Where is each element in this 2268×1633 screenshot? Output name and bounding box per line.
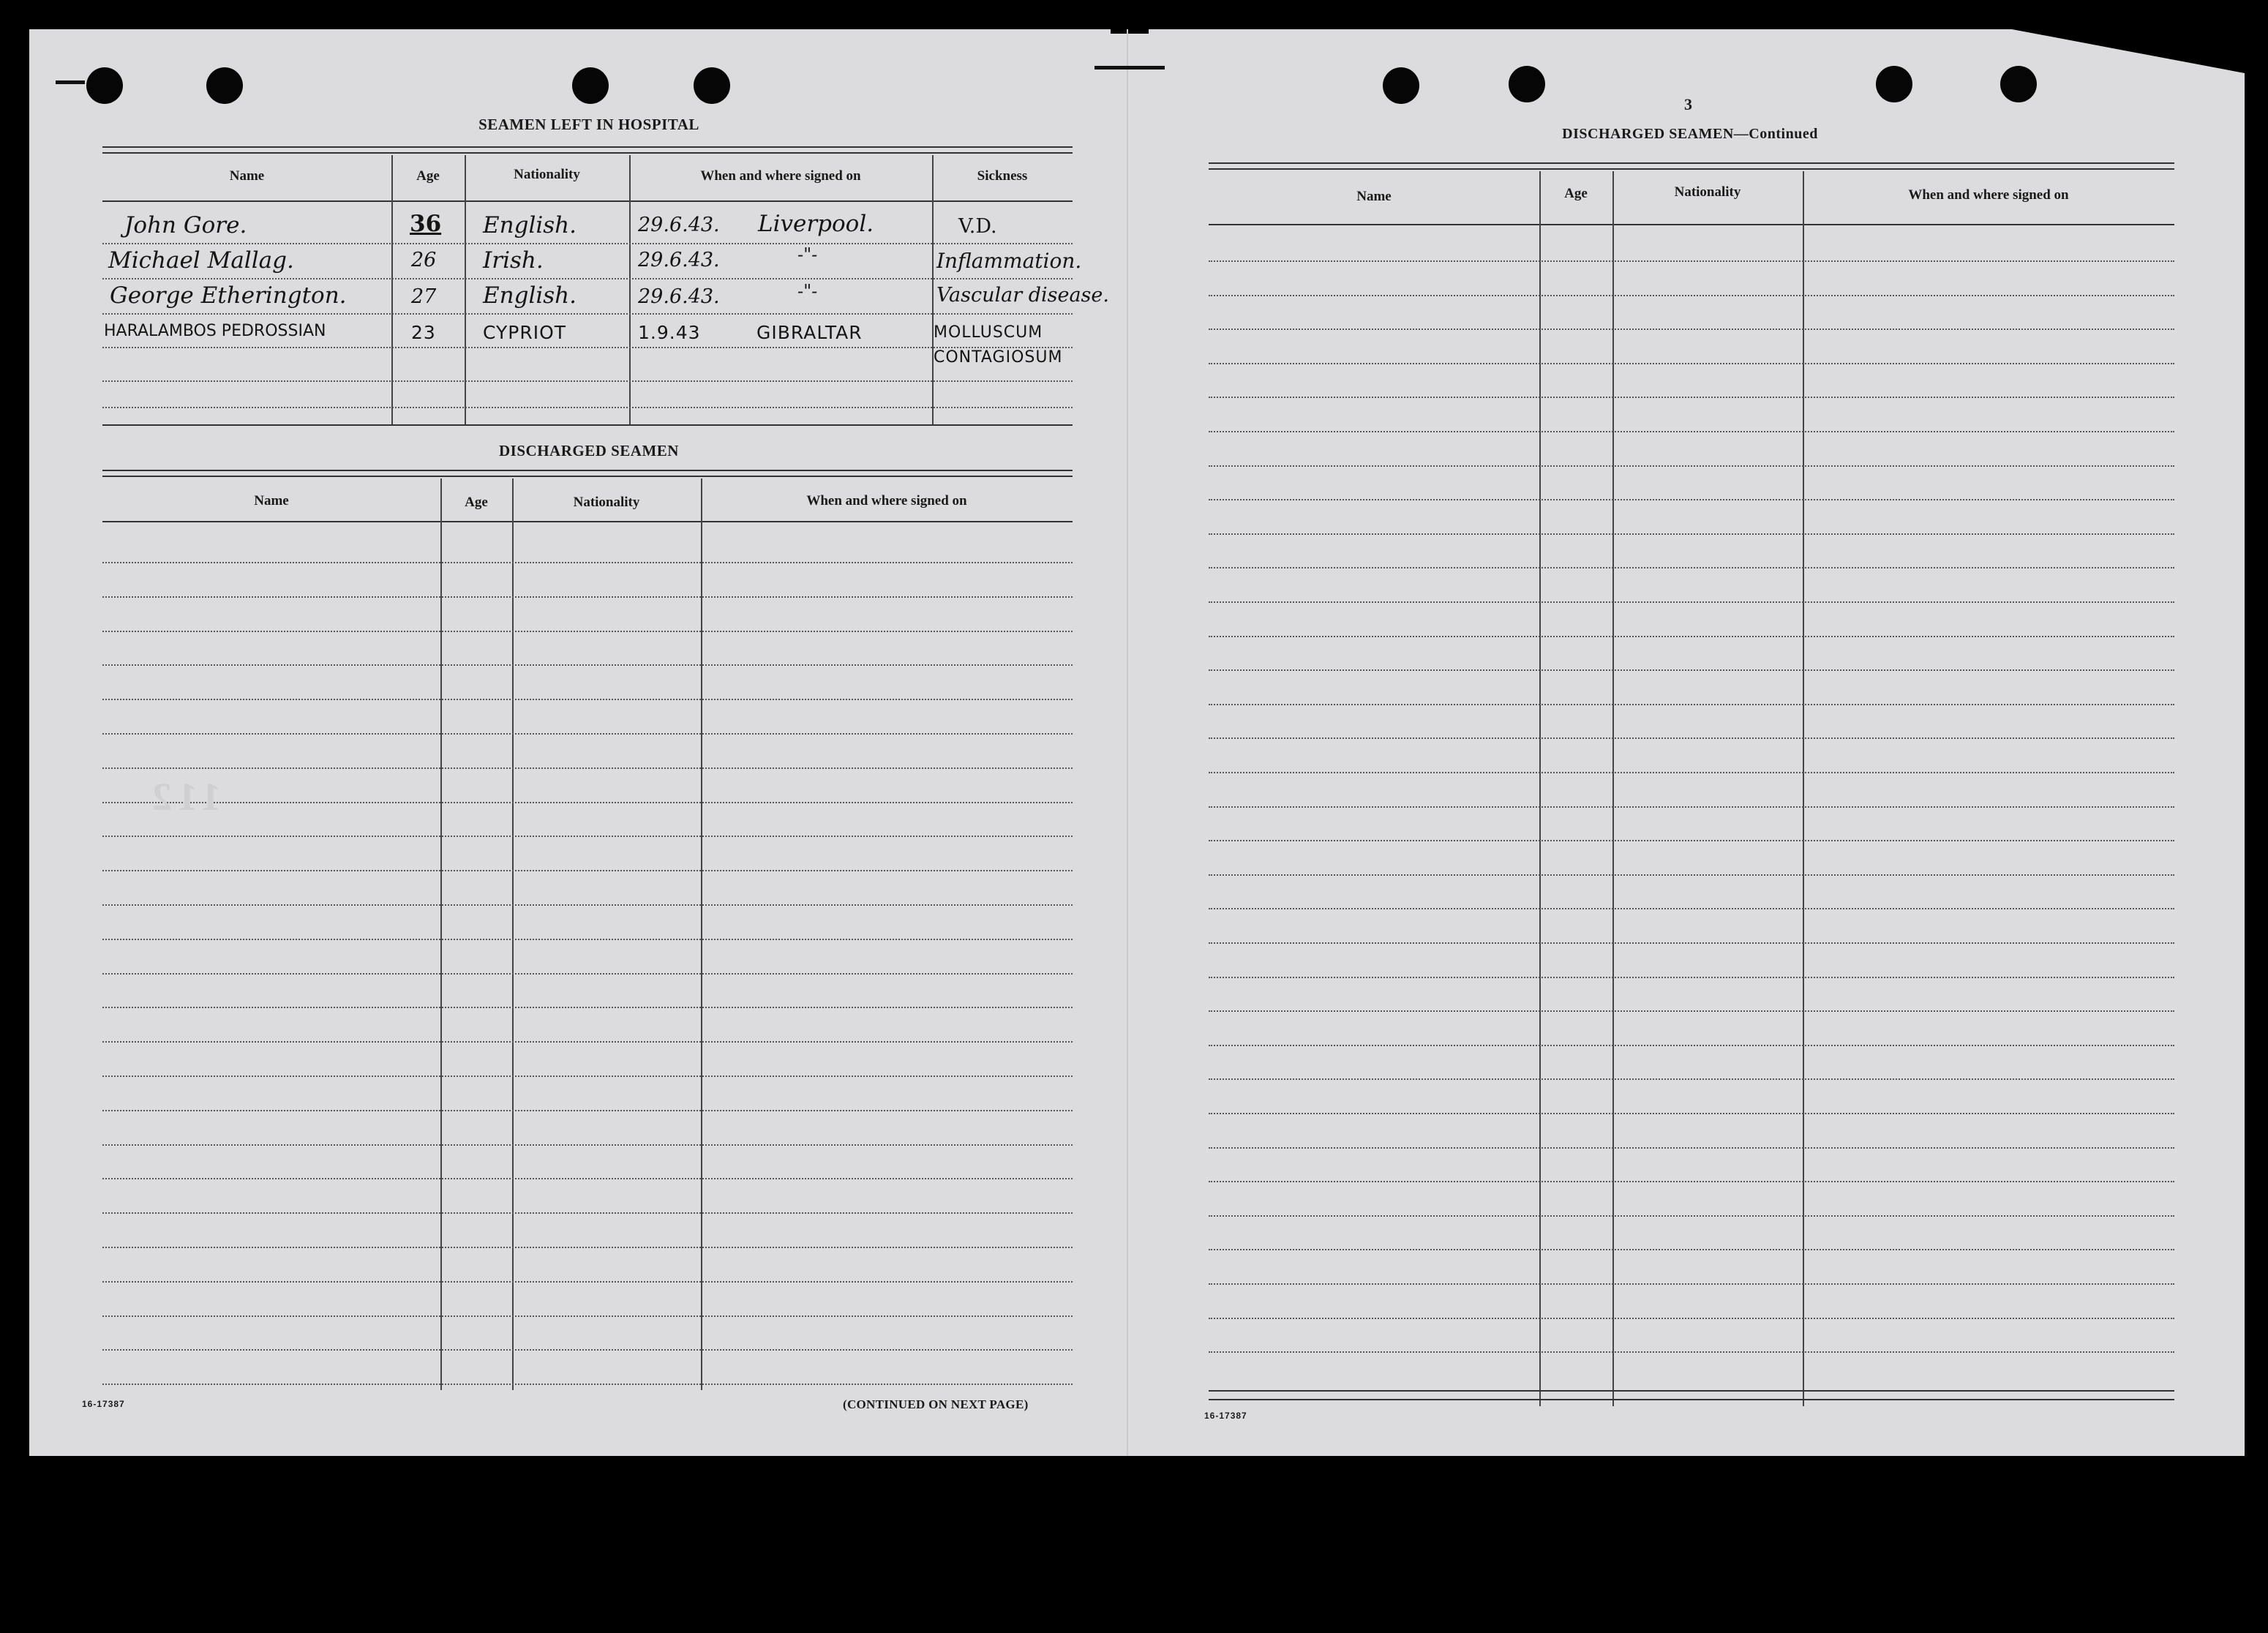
ruled-line (102, 1315, 1073, 1317)
page-number: 3 (1684, 95, 1692, 113)
hospital-col-sickness: Sickness (977, 168, 1028, 184)
ruled-line (102, 1247, 1073, 1248)
right-col-age: Age (1564, 186, 1588, 201)
ruled-line (102, 562, 1073, 563)
right-col-signed-on: When and where signed on (1908, 187, 2069, 203)
ruled-line (1209, 363, 2174, 364)
ruled-line (1209, 601, 2174, 603)
continued-note: (CONTINUED ON NEXT PAGE) (843, 1397, 1029, 1411)
ruled-line (1209, 533, 2174, 535)
ruled-line (1209, 329, 2174, 330)
ruled-line (1209, 1045, 2174, 1046)
hospital-age-cell: 27 (411, 285, 437, 308)
ruled-line (1209, 499, 2174, 500)
page-fold (1127, 29, 1128, 1456)
ruled-line (102, 1178, 1073, 1179)
discharged-col-nationality: Nationality (573, 495, 640, 510)
ruled-line (1209, 772, 2174, 773)
discharged-col-name: Name (254, 493, 289, 508)
hospital-sickness-cell: Vascular disease. (936, 284, 1109, 307)
hospital-name-cell: Michael Mallag. (108, 247, 294, 274)
right-col-nationality: Nationality (1674, 184, 1741, 200)
ruled-line (102, 1384, 1073, 1385)
hospital-col-age: Age (416, 168, 440, 184)
discharged-col-age: Age (465, 495, 488, 510)
hospital-nationality-cell: Irish. (483, 247, 544, 274)
ruled-line (102, 1110, 1073, 1111)
punch-hole (206, 67, 243, 104)
hospital-place-cell: Liverpool. (758, 211, 874, 237)
hospital-col-name: Name (229, 168, 265, 184)
hospital-place-cell: GIBRALTAR (756, 322, 863, 343)
hospital-col-signed-on: When and where signed on (700, 168, 861, 184)
hospital-name-cell: George Etherington. (110, 282, 347, 309)
ruled-line (102, 973, 1073, 975)
ruled-line (102, 1007, 1073, 1008)
hospital-age-cell: 36 (410, 211, 442, 237)
hospital-sickness-cell: Inflammation. (936, 249, 1082, 273)
ruled-line (102, 904, 1073, 906)
ruled-line (102, 1144, 1073, 1146)
ruled-line (102, 939, 1073, 940)
ruled-line (1209, 260, 2174, 262)
ruled-line (102, 631, 1073, 632)
ruled-line (1209, 737, 2174, 739)
ruled-line (1209, 977, 2174, 978)
ruled-line (102, 1075, 1073, 1077)
ruled-line (1209, 1113, 2174, 1114)
hospital-date-cell: 29.6.43. (638, 285, 720, 308)
right-col-name: Name (1356, 189, 1392, 204)
ruled-line (1209, 840, 2174, 841)
ruled-line (1209, 1078, 2174, 1080)
ruled-line (102, 1041, 1073, 1043)
ruled-line (102, 767, 1073, 769)
ruled-line (102, 836, 1073, 837)
hospital-place-cell: -"- (797, 281, 818, 301)
discharged-section-title: DISCHARGED SEAMEN (499, 442, 679, 459)
ruled-line (1209, 1147, 2174, 1149)
punch-hole (1509, 66, 1545, 102)
ruled-line (102, 1349, 1073, 1351)
ruled-line (1209, 1215, 2174, 1217)
ruled-line (1209, 908, 2174, 909)
punch-hole (572, 67, 609, 104)
hospital-nationality-cell: English. (483, 282, 577, 309)
ruled-line (1209, 1010, 2174, 1012)
ruled-line (1209, 806, 2174, 808)
ruled-line (102, 733, 1073, 735)
ruled-line (102, 699, 1073, 700)
ruled-line (1209, 942, 2174, 944)
hospital-name-cell: John Gore. (124, 212, 247, 239)
hospital-col-nationality: Nationality (514, 167, 580, 182)
ruled-line (1209, 295, 2174, 296)
binding-mark (56, 80, 85, 84)
ruled-line (102, 1281, 1073, 1283)
hospital-date-cell: 29.6.43. (638, 214, 720, 236)
hospital-place-cell: -"- (797, 244, 818, 265)
ruled-line (102, 870, 1073, 871)
ruled-line (1209, 465, 2174, 467)
ruled-line (1209, 636, 2174, 637)
ruled-line (1209, 1249, 2174, 1250)
left-form-number: 16-17387 (82, 1399, 125, 1409)
right-section-title: DISCHARGED SEAMEN—Continued (1562, 126, 1818, 142)
punch-hole (694, 67, 730, 104)
punch-hole (2000, 66, 2037, 102)
faint-stamp: 112 (146, 775, 222, 819)
hospital-name-cell: HARALAMBOS PEDROSSIAN (104, 322, 326, 340)
ruled-line (1209, 431, 2174, 432)
punch-hole (1876, 66, 1912, 102)
hospital-nationality-cell: English. (483, 212, 577, 239)
ruled-line (1209, 1351, 2174, 1353)
right-form-number: 16-17387 (1204, 1411, 1247, 1421)
ruled-line (1209, 1181, 2174, 1182)
ruled-line (1209, 1318, 2174, 1319)
ruled-line (102, 1212, 1073, 1214)
binding-mark (1094, 66, 1165, 70)
ruled-line (102, 802, 1073, 803)
punch-hole (86, 67, 123, 104)
hospital-sickness-cell: MOLLUSCUM CONTAGIOSUM (934, 323, 1063, 367)
ruled-line (1209, 669, 2174, 671)
ruled-line (1209, 397, 2174, 398)
ruled-line (102, 596, 1073, 598)
discharged-col-signed-on: When and where signed on (806, 493, 967, 508)
hospital-age-cell: 23 (411, 322, 436, 343)
hospital-age-cell: 26 (411, 249, 437, 271)
ruled-line (1209, 567, 2174, 568)
punch-hole (1383, 67, 1419, 104)
ruled-line (1209, 1283, 2174, 1285)
ruled-line (1209, 704, 2174, 705)
hospital-sickness-cell: V.D. (958, 215, 997, 238)
ruled-line (1209, 874, 2174, 876)
discharged-table (102, 470, 1073, 1389)
ruled-line (102, 664, 1073, 666)
hospital-nationality-cell: CYPRIOT (483, 322, 567, 343)
hospital-section-title: SEAMEN LEFT IN HOSPITAL (478, 116, 699, 133)
discharged-continued-table (1209, 162, 2174, 1399)
hospital-date-cell: 29.6.43. (638, 249, 720, 271)
hospital-date-cell: 1.9.43 (638, 322, 701, 343)
